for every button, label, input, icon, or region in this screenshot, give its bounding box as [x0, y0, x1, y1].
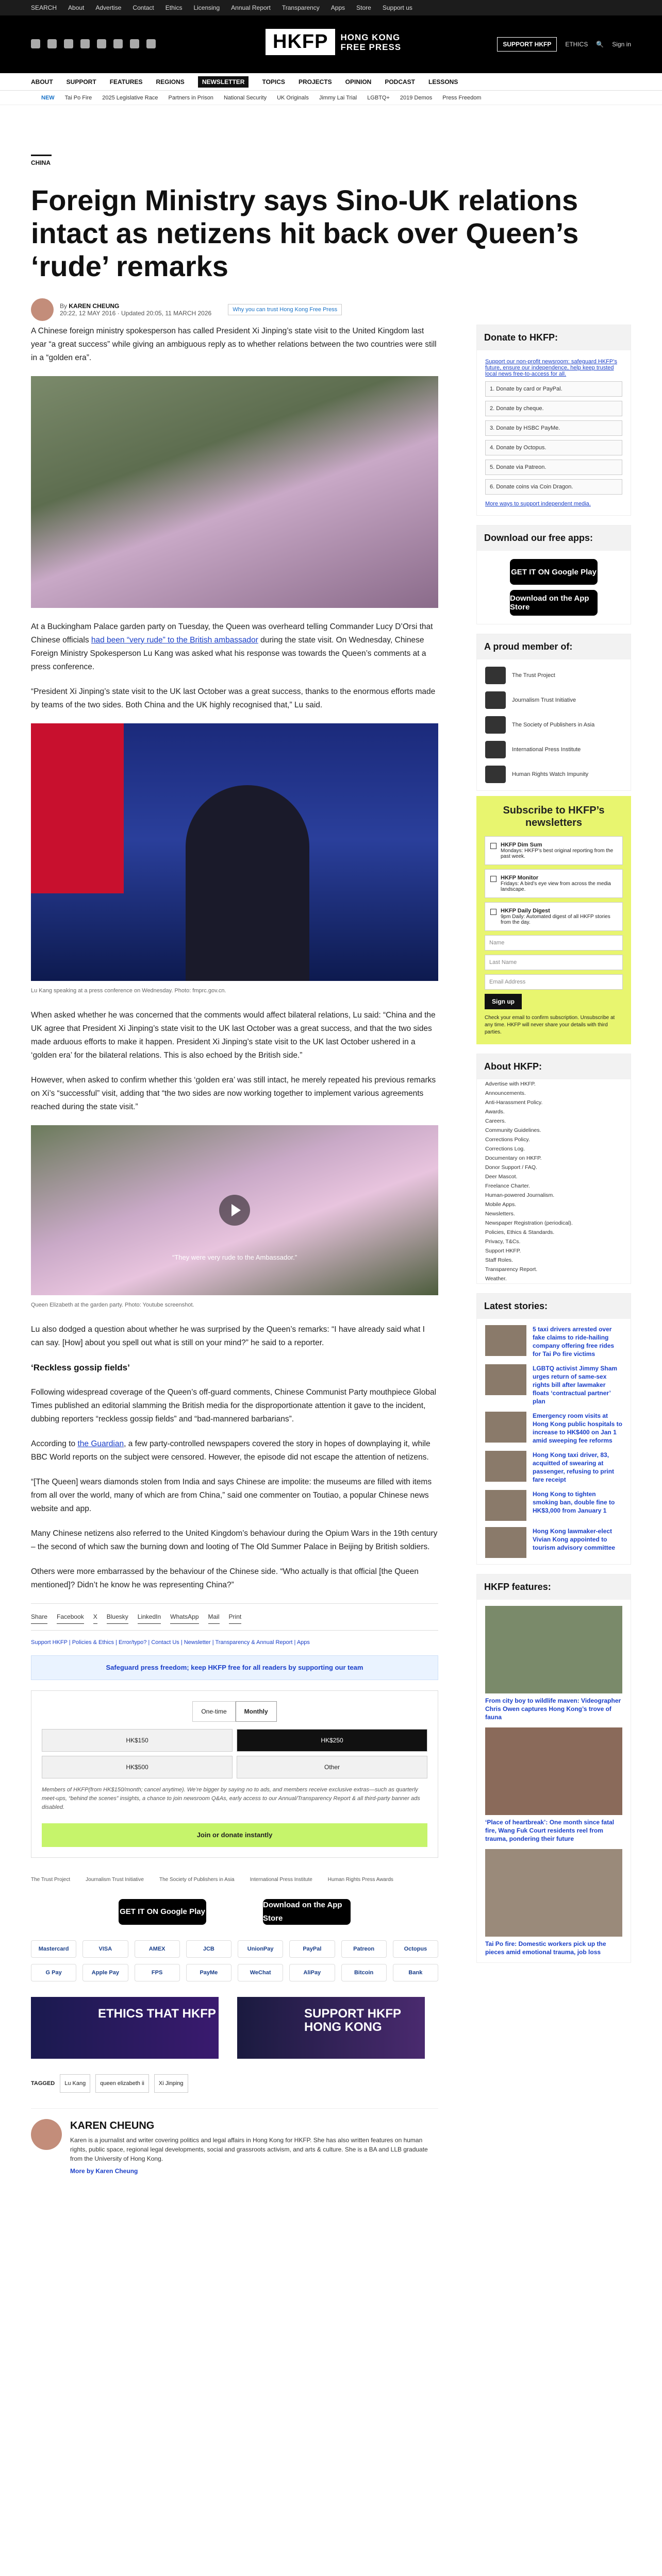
contact-link[interactable]: Contact — [133, 4, 154, 11]
share-label: Share — [31, 1610, 47, 1624]
china-flag-graphic — [31, 723, 124, 893]
story-thumbnail[interactable] — [485, 1490, 526, 1521]
subnav-item[interactable]: Partners in Prison — [168, 94, 213, 101]
lu-kang-photo — [31, 723, 438, 981]
transparency-link[interactable]: Transparency — [282, 4, 320, 11]
nav-about[interactable]: ABOUT — [31, 78, 53, 86]
about-link[interactable]: Newspaper Registration (periodical). — [485, 1220, 573, 1226]
latest-story[interactable]: LGBTQ activist Jimmy Sham urges return of same-sex rights bill after lawmaker floats ‘contractual partner’ plan — [485, 1364, 622, 1405]
ethics-promo-banner[interactable]: ETHICS THAT HKFP — [31, 1997, 219, 2059]
latest-heading: Latest stories: — [477, 1294, 631, 1319]
about-link[interactable]: Human-powered Journalism. — [485, 1192, 555, 1198]
amount-option-selected[interactable]: HK$250 — [237, 1729, 427, 1752]
author-photo[interactable] — [31, 2119, 62, 2150]
updated-date: Updated 20:05, 11 MARCH 2026 — [121, 310, 212, 317]
partner-logo[interactable]: The Trust Project — [31, 1877, 71, 1883]
about-link[interactable]: Advertise with HKFP. — [485, 1081, 536, 1087]
instagram-icon[interactable] — [64, 39, 73, 48]
more-by-author-link[interactable]: More by Karen Cheung — [70, 2167, 138, 2175]
paragraph: “[The Queen] wears diamonds stolen from India and says Chinese are impolite: the museums are filled with items from all over the world, many of which are from China,” said one commenter on Toutiao, a popular Chinese news website and app. — [31, 1478, 432, 1513]
app-store-button[interactable]: Download on the App Store — [510, 590, 598, 616]
speaker-figure — [186, 785, 309, 981]
donate-box — [476, 325, 631, 516]
sub-nav — [0, 91, 662, 105]
donate-option[interactable]: 2. Donate by cheque. — [485, 401, 622, 416]
paypal-icon: PayPal — [289, 1940, 335, 1958]
store-link[interactable]: Store — [356, 4, 371, 11]
photo-caption: Queen Elizabeth at the garden party. Photo: Youtube screenshot. — [31, 1302, 194, 1308]
paragraph: When asked whether he was concerned that the comments would affect bilateral relations, Lu said: “China and the UK agree that President Xi Jinping’s state visit to the UK last October was a great success, and that the two sides made arduous efforts to make it happen. President Xi Jinping’s state visit to the UK last October ushered in a ‘golden era’ for the bilateral relations. This is also echoed by the British side.” — [31, 1011, 436, 1060]
apps-link[interactable]: Apps — [330, 4, 345, 11]
donation-widget — [31, 1690, 438, 1858]
member-box — [476, 634, 631, 791]
search-icon[interactable]: 🔍 — [596, 41, 604, 48]
about-link[interactable]: Transparency Report. — [485, 1266, 538, 1273]
about-link[interactable]: Deer Mascot. — [485, 1174, 518, 1180]
about-link[interactable]: Freelance Charter. — [485, 1183, 530, 1189]
paragraph: According to the Guardian, a few party-controlled newspapers covered the story in hopes of downplaying it, while BBC World reports on the subject were censored. However, the episode did not escape the attention of netizens. — [31, 1439, 431, 1462]
about-link[interactable]: Donor Support / FAQ. — [485, 1164, 537, 1171]
donate-option[interactable]: 5. Donate via Patreon. — [485, 460, 622, 475]
latest-stories-box — [476, 1293, 631, 1565]
subnav-item[interactable]: Jimmy Lai Trial — [319, 94, 357, 101]
social-icons — [31, 39, 156, 48]
member-name[interactable]: Journalism Trust Initiative — [512, 697, 576, 703]
gpay-icon: G Pay — [31, 1964, 76, 1981]
payme-icon: PayMe — [186, 1964, 231, 1981]
partner-logo[interactable]: Human Rights Press Awards — [327, 1877, 393, 1883]
story-thumbnail[interactable] — [485, 1325, 526, 1356]
video-subtitle: “They were very rude to the Ambassador.” — [172, 1253, 297, 1261]
about-box — [476, 1054, 631, 1284]
subnav-item[interactable]: Press Freedom — [442, 94, 482, 101]
donate-option[interactable]: 6. Donate coins via Coin Dragon. — [485, 479, 622, 495]
author-avatar[interactable] — [31, 298, 54, 321]
about-link[interactable]: Staff Roles. — [485, 1257, 514, 1263]
support-promo-banner[interactable]: SUPPORT HKFP HONG KONG — [237, 1997, 425, 2059]
about-link[interactable]: Policies, Ethics & Standards. — [485, 1229, 555, 1235]
author-box — [31, 2108, 438, 2179]
linkedin-icon[interactable] — [97, 39, 106, 48]
tag[interactable]: Lu Kang — [60, 2074, 90, 2093]
logo-line-2: FREE PRESS — [340, 42, 402, 52]
google-play-button[interactable]: GET IT ON Google Play — [510, 559, 598, 585]
nav-regions[interactable]: REGIONS — [156, 78, 185, 86]
latest-story[interactable]: 5 taxi drivers arrested over fake claims to ride-hailing company offering free rides for Tai Po fire victims — [485, 1325, 622, 1358]
app-store-button[interactable]: Download on the App Store — [263, 1899, 351, 1925]
amount-option-other[interactable]: Other — [237, 1756, 427, 1778]
x-icon[interactable] — [47, 39, 57, 48]
partner-logos — [31, 1873, 438, 1887]
about-heading: About HKFP: — [477, 1054, 631, 1079]
site-header — [0, 15, 662, 73]
paragraph: Following widespread coverage of the Queen’s off-guard comments, Chinese Communist Party mouthpiece Global Times published an editorial slamming the British media for the disproportionate attention it gave to the incident, dubbing reporters “reckless gossip fields” and “bad-mannered barbarians”. — [31, 1388, 437, 1423]
logo-mark: HKFP — [266, 29, 335, 55]
member-name[interactable]: International Press Institute — [512, 747, 581, 753]
tags-row — [31, 2074, 438, 2093]
newsletter-heading: Subscribe to HKFP’s newsletters — [503, 805, 605, 828]
email-field[interactable]: Email Address — [485, 974, 623, 990]
telegram-icon[interactable] — [113, 39, 123, 48]
donate-option[interactable]: 4. Donate by Octopus. — [485, 440, 622, 455]
about-link[interactable]: Weather. — [485, 1276, 507, 1282]
latest-story[interactable]: Hong Kong to tighten smoking ban, double fine to HK$3,000 from January 1 — [485, 1490, 622, 1521]
ethics-link[interactable]: ETHICS — [565, 41, 588, 48]
licensing-link[interactable]: Licensing — [193, 4, 220, 11]
garden-party-photo — [31, 376, 438, 608]
octopus-icon: Octopus — [393, 1940, 438, 1958]
member-name[interactable]: The Trust Project — [512, 672, 555, 679]
paragraph: Others were more embarrassed by the behaviour of the Chinese side. “Who actually is that official [the Queen mentioned]? Didn’t he know he was representing China?” — [31, 1567, 419, 1589]
more-ways-link[interactable]: More ways to support independent media. — [485, 501, 591, 507]
paragraph: However, when asked to confirm whether this ‘golden era’ was still intact, he merely repeated his previous remarks on Xi’s “successful” visit, adding that “the two sides are now working together to implement various agreements reached during the state visit.” — [31, 1076, 436, 1111]
sidebar — [476, 325, 631, 1963]
subnav-item[interactable]: 2025 Legislative Race — [102, 94, 158, 101]
about-link[interactable]: Support HKFP. — [485, 1248, 521, 1254]
bitcoin-icon: Bitcoin — [341, 1964, 387, 1981]
nav-projects[interactable]: PROJECTS — [298, 78, 332, 86]
nav-features[interactable]: FEATURES — [109, 78, 143, 86]
story-thumbnail[interactable] — [485, 1451, 526, 1482]
feature-thumbnail[interactable] — [485, 1849, 622, 1937]
member-name[interactable]: The Society of Publishers in Asia — [512, 722, 595, 728]
trust-project-logo — [485, 667, 506, 684]
feature-thumbnail[interactable] — [485, 1606, 622, 1693]
partner-logo[interactable]: Journalism Trust Initiative — [86, 1877, 144, 1883]
paragraph: At a Buckingham Palace garden party on Tuesday, the Queen was overheard telling Commander Lucy D’Orsi that Chinese officials had been “very rude” to the British ambassador during the state visit. On Wednesday, Chinese Foreign Ministry Spokesperson Lu Kang was asked what his response was towards the Queen’s comments at a press conference. — [31, 622, 433, 671]
footer-links-row[interactable]: Support HKFP | Policies & Ethics | Error/typo? | Contact Us | Newsletter | Transparency & Annual Report | Apps — [31, 1639, 310, 1646]
search-link[interactable]: SEARCH — [31, 4, 57, 11]
checkbox-icon[interactable] — [490, 843, 496, 849]
features-box — [476, 1574, 631, 1963]
donate-option[interactable]: 3. Donate by HSBC PayMe. — [485, 420, 622, 436]
subnav-item[interactable]: UK Originals — [277, 94, 309, 101]
hrw-logo — [485, 766, 506, 783]
nav-support[interactable]: SUPPORT — [66, 78, 96, 86]
partner-logo[interactable]: International Press Institute — [250, 1877, 312, 1883]
about-link[interactable]: About — [68, 4, 85, 11]
latest-story[interactable]: Hong Kong lawmaker-elect Vivian Kong appointed to tourism advisory committee — [485, 1527, 622, 1558]
ipi-logo — [485, 741, 506, 758]
site-logo[interactable] — [266, 29, 401, 55]
sign-in-link[interactable]: Sign in — [612, 41, 631, 48]
about-link[interactable]: Awards. — [485, 1109, 505, 1115]
about-link[interactable]: Privacy, T&Cs. — [485, 1239, 521, 1245]
checkbox-icon[interactable] — [490, 876, 496, 882]
last-name-field[interactable]: Last Name — [485, 955, 623, 970]
ethics-link[interactable]: Ethics — [165, 4, 183, 11]
paragraph: A Chinese foreign ministry spokesperson has called President Xi Jinping’s state visit to the United Kingdom last year “a great success” while giving an ambiguous reply as to whether relations between the two countries were still in a “golden era”. — [31, 327, 437, 362]
newsletter-note: Check your email to confirm subscription. Unsubscribe at any time. HKFP will never share your details with third parties. — [485, 1015, 615, 1035]
about-link[interactable]: Corrections Policy. — [485, 1137, 530, 1143]
photo-caption: Lu Kang speaking at a press conference on Wednesday. Photo: fmprc.gov.cn. — [31, 988, 226, 994]
join-donate-button[interactable]: Join or donate instantly — [42, 1823, 427, 1847]
donation-note: Members of HKFP(from HK$150/month; cancel anytime). We’re bigger by saying no to ads, and members receive exclusive extras—such as quarterly meet-ups, “behind the scenes” insights, a chance to join newsroom Q&As, early access to our Annual/Transparency Report & all third-party banner ads disabled. — [42, 1787, 420, 1810]
alipay-icon: AliPay — [289, 1964, 335, 1981]
support-hkfp-button[interactable]: SUPPORT HKFP — [497, 37, 557, 52]
one-time-tab[interactable]: One-time — [192, 1701, 235, 1722]
story-thumbnail[interactable] — [485, 1527, 526, 1558]
tag[interactable]: queen elizabeth ii — [95, 2074, 149, 2093]
patreon-icon: Patreon — [341, 1940, 387, 1958]
nav-podcast[interactable]: PODCAST — [385, 78, 415, 86]
article-title: Foreign Ministry says Sino-UK relations intact as netizens hit back over Queen’s ‘rude’ remarks — [31, 184, 579, 282]
by-label: By — [60, 302, 68, 310]
checkbox-icon[interactable] — [490, 909, 496, 915]
tagged-label: TAGGED — [31, 2080, 55, 2087]
annual-report-link[interactable]: Annual Report — [231, 4, 271, 11]
category-label[interactable]: CHINA — [31, 155, 52, 166]
donate-intro[interactable]: Support our non-profit newsroom: safeguard HKFP’s future, ensure our independence, help keep trusted local news free-to-access for all. — [485, 359, 617, 377]
feature-item[interactable]: From city boy to wildlife maven: Videographer Chris Owen captures Hong Kong’s trove of fauna — [485, 1606, 622, 1721]
why-trust-link[interactable]: Why you can trust Hong Kong Free Press — [228, 304, 342, 315]
about-link[interactable]: Newsletters. — [485, 1211, 515, 1217]
tag[interactable]: Xi Jinping — [154, 2074, 188, 2093]
newsletter-option[interactable]: HKFP Dim Sum Mondays: HKFP’s best original reporting from the past week. — [485, 836, 623, 865]
publish-date: 20:22, 12 MAY 2016 — [60, 310, 116, 317]
member-heading: A proud member of: — [477, 634, 631, 659]
apps-heading: Download our free apps: — [477, 526, 631, 551]
jti-logo — [485, 691, 506, 709]
about-link[interactable]: Anti-Harassment Policy. — [485, 1099, 543, 1106]
amount-option[interactable]: HK$500 — [42, 1756, 233, 1778]
unionpay-icon: UnionPay — [238, 1940, 283, 1958]
queen-video[interactable] — [31, 1125, 438, 1295]
bank-icon: Bank — [393, 1964, 438, 1981]
story-thumbnail[interactable] — [485, 1412, 526, 1443]
logo-line-1: HONG KONG — [340, 32, 401, 42]
share-print[interactable]: Print — [229, 1610, 242, 1624]
subnav-item[interactable]: Tai Po Fire — [64, 94, 92, 101]
main-nav — [0, 73, 662, 91]
story-thumbnail[interactable] — [485, 1364, 526, 1395]
partner-logo[interactable]: The Society of Publishers in Asia — [159, 1877, 235, 1883]
rude-link[interactable]: had been “very rude” to the British ambassador — [91, 636, 258, 645]
features-heading: HKFP features: — [477, 1574, 631, 1600]
share-mail[interactable]: Mail — [208, 1610, 220, 1624]
feature-thumbnail[interactable] — [485, 1727, 622, 1815]
paragraph: Many Chinese netizens also referred to the United Kingdom’s behaviour during the Opium Wars in the 19th century – the second of which saw the burning down and looting of The Old Summer Palace in Beijing by British soldiers. — [31, 1529, 438, 1551]
visa-icon: VISA — [82, 1940, 128, 1958]
subnav-item[interactable]: National Security — [223, 94, 267, 101]
newsletter-option[interactable]: HKFP Monitor Fridays: A bird’s eye view from across the media landscape. — [485, 869, 623, 898]
about-link[interactable]: Mobile Apps. — [485, 1201, 517, 1208]
author-name[interactable]: KAREN CHEUNG — [69, 302, 120, 310]
subnav-item[interactable]: 2019 Demos — [400, 94, 433, 101]
newsletter-box — [476, 796, 631, 1044]
safeguard-banner[interactable]: Safeguard press freedom; keep HKFP free for all readers by supporting our team — [31, 1655, 438, 1680]
byline: By KAREN CHEUNG 20:22, 12 MAY 2016 · Updated 20:05, 11 MARCH 2026 Why you can trust Hong Kong Free Press — [31, 298, 631, 321]
guardian-link[interactable]: the Guardian — [77, 1439, 124, 1448]
article-wrapper — [31, 155, 631, 2175]
share-x[interactable]: X — [93, 1610, 97, 1624]
fps-icon: FPS — [135, 1964, 180, 1981]
latest-story[interactable]: Hong Kong taxi driver, 83, acquitted of swearing at passenger, refusing to print fare receipt — [485, 1451, 622, 1484]
share-linkedin[interactable]: LinkedIn — [138, 1610, 161, 1624]
share-whatsapp[interactable]: WhatsApp — [170, 1610, 198, 1624]
share-facebook[interactable]: Facebook — [57, 1610, 84, 1624]
nav-newsletter[interactable]: NEWSLETTER — [198, 76, 249, 88]
author-bio: Karen is a journalist and writer covering politics and legal affairs in Hong Kong for HKFP. She has also written features on human rights, public space, regional legal developments, social and grassroots activism, and arts & culture. She is a BA and LLB graduate from the University of Hong Kong. — [70, 2137, 428, 2162]
about-link[interactable]: Community Guidelines. — [485, 1127, 541, 1133]
jcb-icon: JCB — [186, 1940, 231, 1958]
top-utility-bar — [0, 0, 662, 15]
donate-option[interactable]: 1. Donate by card or PayPal. — [485, 381, 622, 397]
paragraph: Lu also dodged a question about whether he was surprised by the Queen’s remarks: “I have already said what I can say. [How] about you spell out what is still on your mind?” he said to a reporter. — [31, 1325, 425, 1347]
newsletter-option[interactable]: HKFP Daily Digest 9pm Daily: Automated digest of all HKFP stories from the day. — [485, 902, 623, 931]
subnav-item[interactable]: LGBTQ+ — [367, 94, 390, 101]
sopa-logo — [485, 716, 506, 734]
nav-opinion[interactable]: OPINION — [345, 78, 372, 86]
amex-icon: AMEX — [135, 1940, 180, 1958]
feature-item[interactable]: Tai Po fire: Domestic workers pick up the pieces amid emotional trauma, job loss — [485, 1849, 622, 1956]
apps-box — [476, 525, 631, 624]
latest-story[interactable]: Emergency room visits at Hong Kong public hospitals to increase to HK$400 on Jan 1 amid sweeping fee reforms — [485, 1412, 622, 1445]
nav-topics[interactable]: TOPICS — [262, 78, 285, 86]
bluesky-icon[interactable] — [130, 39, 139, 48]
wechat-icon: WeChat — [238, 1964, 283, 1981]
feature-item[interactable]: ‘Place of heartbreak’: One month since fatal fire, Wang Fuk Court residents reel from trauma, pondering their future — [485, 1727, 622, 1843]
advertise-link[interactable]: Advertise — [95, 4, 122, 11]
payment-icons — [31, 1940, 438, 1981]
nav-lessons[interactable]: LESSONS — [428, 78, 458, 86]
name-field[interactable]: Name — [485, 935, 623, 951]
paragraph: “President Xi Jinping’s state visit to the UK last October was a great success, thanks to the enormous efforts made by teams of the two sides. Both China and the UK highly recognised that,” Lu said. — [31, 687, 436, 709]
article-body — [31, 325, 438, 2179]
about-link[interactable]: Documentary on HKFP. — [485, 1155, 542, 1161]
monthly-tab[interactable]: Monthly — [236, 1701, 277, 1722]
about-link[interactable]: Corrections Log. — [485, 1146, 525, 1152]
share-bluesky[interactable]: Bluesky — [107, 1610, 128, 1624]
facebook-icon[interactable] — [31, 39, 40, 48]
about-link[interactable]: Announcements. — [485, 1090, 526, 1096]
donate-heading: Donate to HKFP: — [477, 325, 631, 350]
play-icon[interactable] — [219, 1195, 250, 1226]
mastercard-icon: Mastercard — [31, 1940, 76, 1958]
share-bar — [31, 1603, 438, 1631]
member-name[interactable]: Human Rights Watch Impunity — [512, 771, 589, 777]
about-link[interactable]: Careers. — [485, 1118, 506, 1124]
amount-option[interactable]: HK$150 — [42, 1729, 233, 1752]
section-heading: ‘Reckless gossip fields’ — [31, 1363, 130, 1372]
support-us-link[interactable]: Support us — [382, 4, 412, 11]
new-badge: NEW — [41, 94, 55, 101]
applepay-icon: Apple Pay — [82, 1964, 128, 1981]
sign-up-button[interactable]: Sign up — [485, 994, 522, 1009]
google-play-button[interactable]: GET IT ON Google Play — [119, 1899, 206, 1925]
threads-icon[interactable] — [146, 39, 156, 48]
author-box-name[interactable]: KAREN CHEUNG — [70, 2120, 155, 2131]
youtube-icon[interactable] — [80, 39, 90, 48]
